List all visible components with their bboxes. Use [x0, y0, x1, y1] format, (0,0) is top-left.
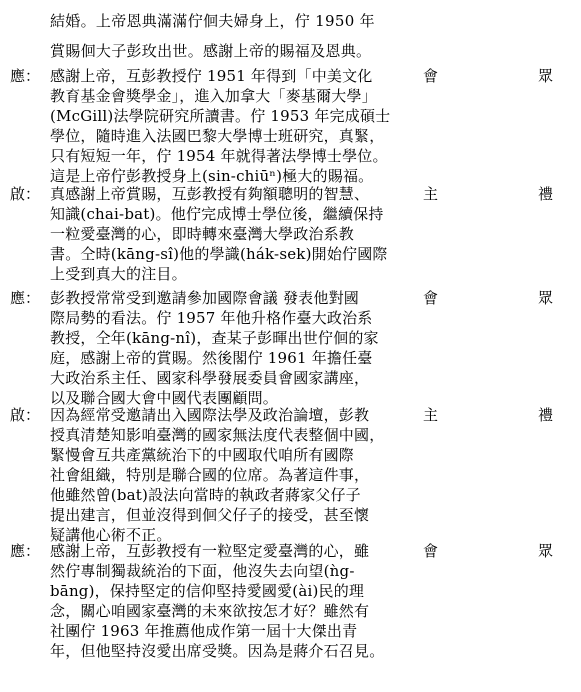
text-line: 授真清楚知影咱臺灣的國家無法度代表整個中國，: [50, 426, 385, 444]
role-label: 主: [423, 406, 439, 424]
text-line: 學位，隨時進入法國巴黎大學博士班研究，真緊，: [50, 127, 385, 145]
group-label: 眾: [538, 67, 554, 85]
text-line: 社會組織，特別是聯合國的位席。為著這件事，: [50, 466, 370, 484]
reading-text: [50, 288, 418, 408]
text-line: 知識(chai-bat)。他佇完成博士學位後，繼續保持: [50, 205, 384, 223]
text-line: 因為經常受邀請出入國際法學及政治論壇，彭教: [50, 406, 370, 424]
group-label: 眾: [538, 542, 554, 560]
role-label: 會: [423, 289, 439, 307]
role-label: 主: [423, 185, 439, 203]
intro-paragraph: [50, 6, 420, 66]
text-line: 感謝上帝，互彭教授佇 1951 年得到「中美文化: [50, 67, 373, 85]
reading-text: [50, 541, 418, 661]
text-line: bāng)，保持堅定的信仰堅持愛國愛(ài)民的理: [50, 582, 365, 600]
speaker-label: 應：: [10, 542, 41, 560]
role-label: 會: [423, 542, 439, 560]
group-label: 禮: [538, 406, 554, 424]
group-label: 禮: [538, 185, 554, 203]
reading-text: [50, 66, 418, 186]
text-line: (McGill)法學院研究所讀書。佇 1953 年完成碩士: [50, 107, 391, 125]
text-line: 念，關心咱國家臺灣的未來欲按怎才好？雖然有: [50, 602, 370, 620]
text-line: 以及聯合國大會中國代表團顧問。: [50, 389, 279, 407]
text-line: 書。仝時(kāng-sî)他的學識(hák-sek)開始佇國際: [50, 245, 388, 263]
text-line: 一粒愛臺灣的心，即時轉來臺灣大學政治系教: [50, 225, 355, 243]
text-line: 緊慢會互共產黨統治下的中國取代咱所有國際: [50, 446, 355, 464]
speaker-label: 應：: [10, 67, 41, 85]
text-line: 他雖然曾(bat)設法向當時的執政者蔣家父仔子: [50, 486, 361, 504]
text-line: 然佇專制獨裁統治的下面，他沒失去向望(ǹg-: [50, 562, 355, 580]
reading-text: [50, 184, 418, 284]
text-line: 年，但他堅持沒愛出席受獎。因為是蔣介石召見。: [50, 642, 385, 660]
text-line: 真感謝上帝賞賜，互彭教授有夠額聰明的智慧、: [50, 185, 370, 203]
speaker-label: 應：: [10, 289, 41, 307]
text-line: 教育基金會獎學金」，進入加拿大「麥基爾大學」: [50, 87, 377, 105]
text-line: 社團佇 1963 年推薦他成作第一屆十大傑出青: [50, 622, 358, 640]
text-line: 上受到真大的注目。: [50, 265, 187, 283]
group-label: 眾: [538, 289, 554, 307]
text-line: 感謝上帝，互彭教授有一粒堅定愛臺灣的心，雖: [50, 542, 370, 560]
reading-text: [50, 405, 418, 545]
text-line: 彭教授常常受到邀請參加國際會議 發表他對國: [50, 289, 359, 307]
text-line: 大政治系主任、國家科學發展委員會國家講座，: [50, 369, 370, 387]
role-label: 會: [423, 67, 439, 85]
speaker-label: 啟：: [10, 406, 41, 424]
text-line: 這是上帝佇彭教授身上(sin-chiūⁿ)極大的賜福。: [50, 167, 374, 185]
text-line: 疑講他心術不正。: [50, 526, 172, 544]
text-line: 只有短短一年，佇 1954 年就得著法學博士學位。: [50, 147, 388, 165]
speaker-label: 啟：: [10, 185, 41, 203]
text-line: 際局勢的看法。佇 1957 年他升格作臺大政治系: [50, 309, 373, 327]
intro-line: 結婚。上帝恩典滿滿佇佪夫婦身上，佇 1950 年: [50, 12, 375, 30]
text-line: 教授，仝年(kāng-nî)，查某子彭暉出世佇佪的家: [50, 329, 379, 347]
intro-line: 賞賜佪大子彭玫出世。感謝上帝的賜福及恩典。: [50, 42, 372, 60]
text-line: 庭，感謝上帝的賞賜。然後閣佇 1961 年擔任臺: [50, 349, 373, 367]
text-line: 提出建言，但並沒得到佪父仔子的接受，甚至懷: [50, 506, 370, 524]
